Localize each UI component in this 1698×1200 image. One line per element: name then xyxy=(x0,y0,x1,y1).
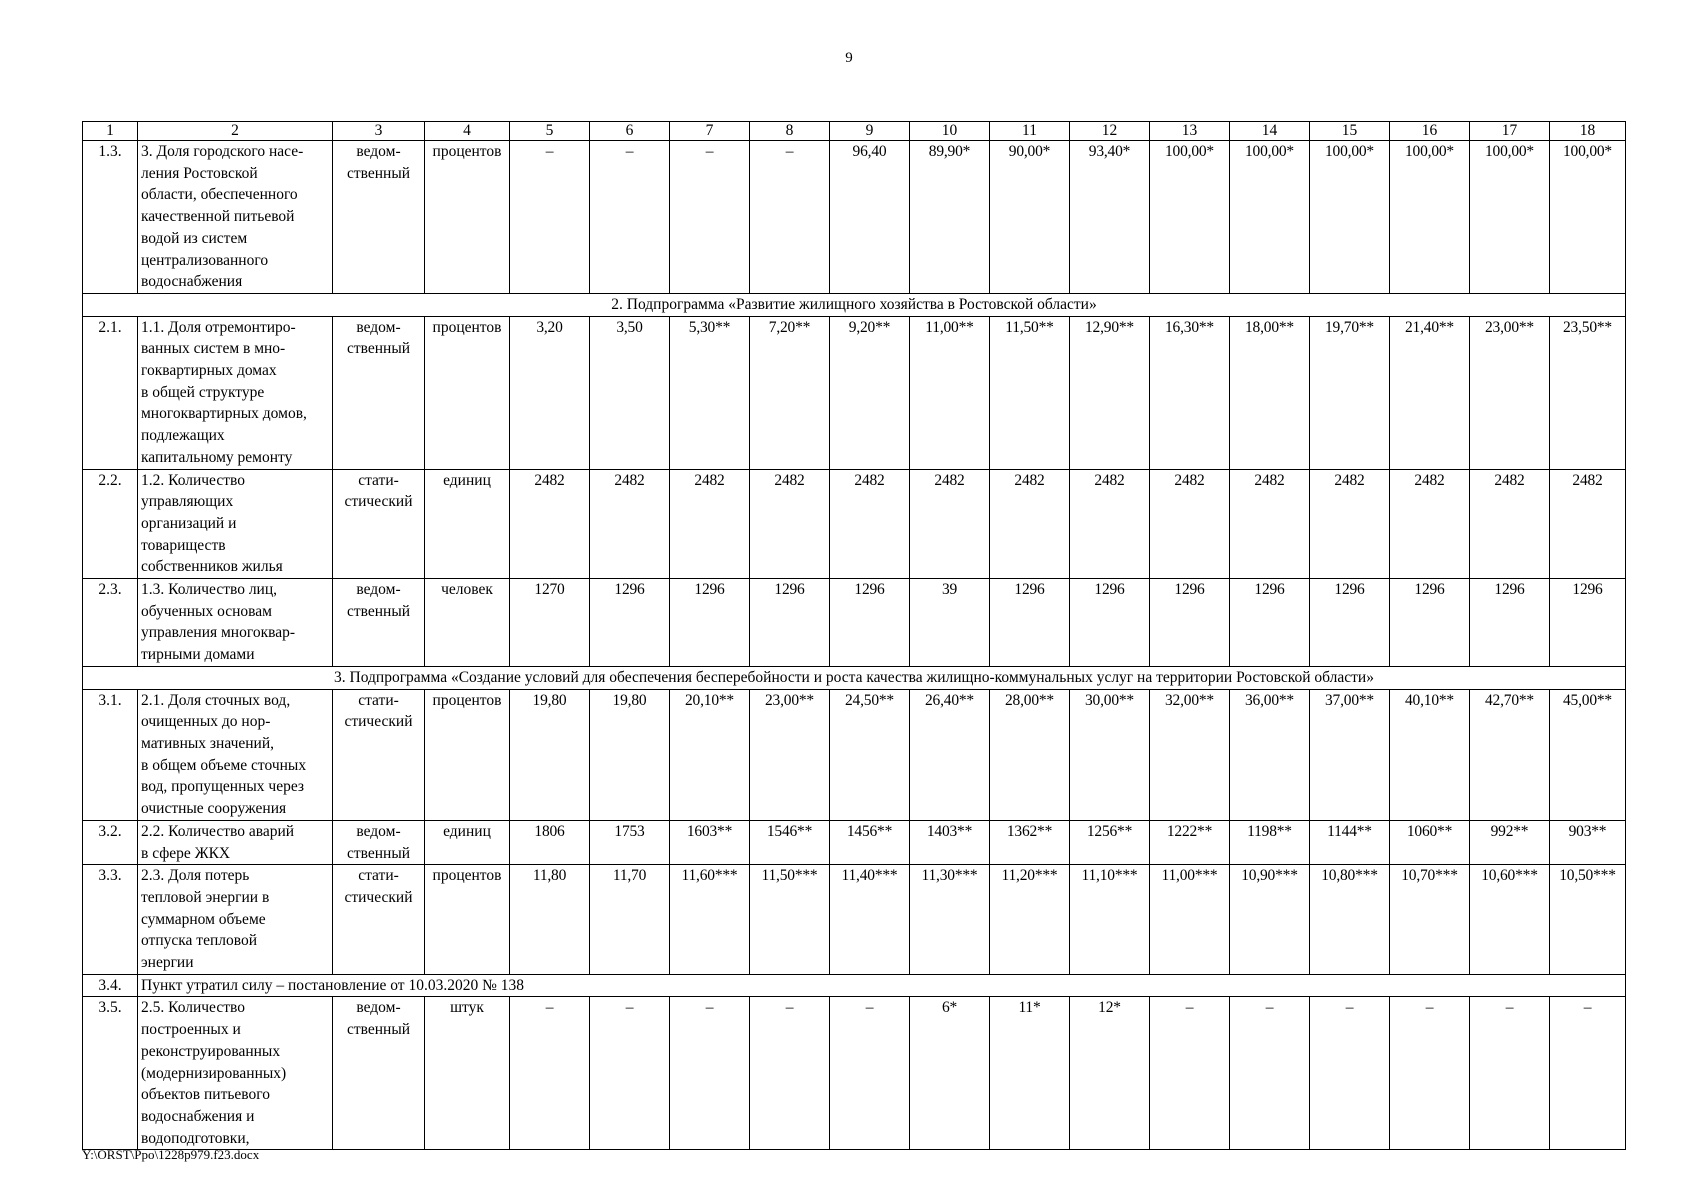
indicator-value: 992** xyxy=(1470,820,1550,864)
unit: человек xyxy=(425,579,510,667)
indicator-value: – xyxy=(1390,997,1470,1150)
indicator-value: 903** xyxy=(1550,820,1626,864)
data-source: стати- стический xyxy=(333,689,425,820)
indicator-value: 3,50 xyxy=(590,316,670,469)
indicator-value: 30,00** xyxy=(1070,689,1150,820)
indicator-value: 1296 xyxy=(1390,579,1470,667)
column-number: 9 xyxy=(830,122,910,141)
indicator-value: 10,50*** xyxy=(1550,865,1626,975)
column-number: 12 xyxy=(1070,122,1150,141)
indicator-value: 16,30** xyxy=(1150,316,1230,469)
indicator-value: 28,00** xyxy=(990,689,1070,820)
indicator-value: – xyxy=(750,141,830,294)
row-number: 2.3. xyxy=(83,579,138,667)
indicator-value: 11,40*** xyxy=(830,865,910,975)
lost-force-note: Пункт утратил силу – постановление от 10.03.2020 № 138 xyxy=(138,974,1626,997)
table-row xyxy=(83,579,1626,667)
indicator-value: – xyxy=(670,997,750,1150)
indicator-value: 1296 xyxy=(750,579,830,667)
indicator-value: 2482 xyxy=(1150,469,1230,579)
indicator-value: 1546** xyxy=(750,820,830,864)
column-number: 5 xyxy=(510,122,590,141)
indicator-value: 2482 xyxy=(1390,469,1470,579)
indicator-value: 1296 xyxy=(1230,579,1310,667)
indicator-name: 2.1. Доля сточных вод, очищенных до нор- мативных значений, в общем объеме сточных вод, пропущенных через очистные сооружения xyxy=(138,689,333,820)
column-number: 14 xyxy=(1230,122,1310,141)
indicator-value: 1270 xyxy=(510,579,590,667)
column-number: 16 xyxy=(1390,122,1470,141)
column-number: 3 xyxy=(333,122,425,141)
indicator-value: 19,80 xyxy=(590,689,670,820)
indicator-value: 6* xyxy=(910,997,990,1150)
indicator-value: 11* xyxy=(990,997,1070,1150)
table-row xyxy=(83,865,1626,975)
indicator-value: 12* xyxy=(1070,997,1150,1150)
indicator-value: 1296 xyxy=(1470,579,1550,667)
page-number: 9 xyxy=(845,50,853,66)
indicator-value: 1296 xyxy=(670,579,750,667)
indicator-value: 1753 xyxy=(590,820,670,864)
indicator-value: 100,00* xyxy=(1390,141,1470,294)
data-source: стати- стический xyxy=(333,469,425,579)
column-number: 7 xyxy=(670,122,750,141)
indicator-value: 24,50** xyxy=(830,689,910,820)
indicator-value: – xyxy=(1230,997,1310,1150)
unit: единиц xyxy=(425,820,510,864)
table-row xyxy=(83,820,1626,864)
unit: процентов xyxy=(425,141,510,294)
column-number: 10 xyxy=(910,122,990,141)
indicator-value: – xyxy=(510,997,590,1150)
indicator-value: 1198** xyxy=(1230,820,1310,864)
indicator-value: 11,80 xyxy=(510,865,590,975)
indicator-name: 3. Доля городского насе- ления Ростовской области, обеспеченного качественной питьевой водой из систем централизованного водоснабжения xyxy=(138,141,333,294)
indicators-table xyxy=(82,121,1626,1150)
indicator-value: 2482 xyxy=(830,469,910,579)
indicator-value: 1296 xyxy=(1150,579,1230,667)
indicator-value: 40,10** xyxy=(1390,689,1470,820)
indicator-value: 2482 xyxy=(1550,469,1626,579)
indicator-name: 2.3. Доля потерь тепловой энергии в суммарном объеме отпуска тепловой энергии xyxy=(138,865,333,975)
column-number: 15 xyxy=(1310,122,1390,141)
indicator-value: 11,00*** xyxy=(1150,865,1230,975)
indicator-value: 1256** xyxy=(1070,820,1150,864)
indicator-value: 89,90* xyxy=(910,141,990,294)
indicator-value: 1296 xyxy=(1310,579,1390,667)
indicator-name: 1.3. Количество лиц, обученных основам управления многоквар- тирными домами xyxy=(138,579,333,667)
indicator-value: 5,30** xyxy=(670,316,750,469)
table-row xyxy=(83,141,1626,294)
indicator-value: – xyxy=(1550,997,1626,1150)
indicator-value: 23,50** xyxy=(1550,316,1626,469)
section-header-row xyxy=(83,666,1626,689)
indicator-value: 10,80*** xyxy=(1310,865,1390,975)
data-source: ведом- ственный xyxy=(333,997,425,1150)
unit: единиц xyxy=(425,469,510,579)
indicator-value: 11,60*** xyxy=(670,865,750,975)
indicator-value: 10,60*** xyxy=(1470,865,1550,975)
column-number: 4 xyxy=(425,122,510,141)
column-number: 8 xyxy=(750,122,830,141)
indicator-value: – xyxy=(510,141,590,294)
indicator-value: 100,00* xyxy=(1550,141,1626,294)
unit: штук xyxy=(425,997,510,1150)
table-row xyxy=(83,316,1626,469)
column-number: 11 xyxy=(990,122,1070,141)
indicator-value: 11,10*** xyxy=(1070,865,1150,975)
indicator-value: 1296 xyxy=(590,579,670,667)
file-path-footer: Y:\ORST\Ppo\1228p979.f23.docx xyxy=(82,1147,260,1162)
data-source: ведом- ственный xyxy=(333,579,425,667)
indicator-value: 19,80 xyxy=(510,689,590,820)
indicator-value: 10,90*** xyxy=(1230,865,1310,975)
indicator-value: 2482 xyxy=(1070,469,1150,579)
indicator-value: 11,70 xyxy=(590,865,670,975)
row-number: 2.1. xyxy=(83,316,138,469)
table-row xyxy=(83,689,1626,820)
indicator-value: 1456** xyxy=(830,820,910,864)
indicator-value: 12,90** xyxy=(1070,316,1150,469)
row-number: 3.3. xyxy=(83,865,138,975)
indicator-value: 100,00* xyxy=(1310,141,1390,294)
column-number: 13 xyxy=(1150,122,1230,141)
table-row xyxy=(83,469,1626,579)
indicator-value: 100,00* xyxy=(1470,141,1550,294)
indicator-value: 26,40** xyxy=(910,689,990,820)
indicator-value: 1222** xyxy=(1150,820,1230,864)
indicator-value: 1603** xyxy=(670,820,750,864)
indicator-value: – xyxy=(1310,997,1390,1150)
data-source: ведом- ственный xyxy=(333,316,425,469)
indicator-value: 42,70** xyxy=(1470,689,1550,820)
indicator-value: 1806 xyxy=(510,820,590,864)
subprogram-title: 3. Подпрограмма «Создание условий для обеспечения бесперебойности и роста качества жилищно-коммунальных услуг на территории Ростовской области» xyxy=(83,666,1626,689)
indicator-value: 2482 xyxy=(910,469,990,579)
indicator-value: 2482 xyxy=(1470,469,1550,579)
indicator-value: 39 xyxy=(910,579,990,667)
indicator-value: 45,00** xyxy=(1550,689,1626,820)
indicator-value: 23,00** xyxy=(750,689,830,820)
indicator-value: 1144** xyxy=(1310,820,1390,864)
indicator-value: 32,00** xyxy=(1150,689,1230,820)
unit: процентов xyxy=(425,865,510,975)
indicator-value: – xyxy=(1150,997,1230,1150)
indicator-value: 11,50*** xyxy=(750,865,830,975)
table-row xyxy=(83,974,1626,997)
row-number: 3.5. xyxy=(83,997,138,1150)
indicator-value: 10,70*** xyxy=(1390,865,1470,975)
data-source: ведом- ственный xyxy=(333,820,425,864)
indicator-value: 2482 xyxy=(1310,469,1390,579)
indicator-value: 1296 xyxy=(1550,579,1626,667)
table-row xyxy=(83,997,1626,1150)
indicator-value: 36,00** xyxy=(1230,689,1310,820)
column-number: 6 xyxy=(590,122,670,141)
indicator-value: 9,20** xyxy=(830,316,910,469)
indicator-value: – xyxy=(1470,997,1550,1150)
indicator-value: 100,00* xyxy=(1230,141,1310,294)
indicator-value: 18,00** xyxy=(1230,316,1310,469)
header-row xyxy=(83,122,1626,141)
indicator-value: 1296 xyxy=(1070,579,1150,667)
indicator-value: 11,50** xyxy=(990,316,1070,469)
unit: процентов xyxy=(425,689,510,820)
indicator-value: – xyxy=(590,141,670,294)
indicator-value: 11,20*** xyxy=(990,865,1070,975)
indicator-value: 7,20** xyxy=(750,316,830,469)
indicator-value: 2482 xyxy=(670,469,750,579)
indicator-value: 1362** xyxy=(990,820,1070,864)
indicator-value: 93,40* xyxy=(1070,141,1150,294)
indicator-name: 2.2. Количество аварий в сфере ЖКХ xyxy=(138,820,333,864)
indicator-name: 2.5. Количество построенных и реконструированных (модернизированных) объектов питьевого водоснабжения и водоподготовки, xyxy=(138,997,333,1150)
indicator-value: 20,10** xyxy=(670,689,750,820)
indicator-value: 2482 xyxy=(750,469,830,579)
data-source: ведом- ственный xyxy=(333,141,425,294)
indicator-value: 23,00** xyxy=(1470,316,1550,469)
column-number: 2 xyxy=(138,122,333,141)
indicator-value: 1296 xyxy=(990,579,1070,667)
indicator-value: – xyxy=(670,141,750,294)
indicator-value: 90,00* xyxy=(990,141,1070,294)
indicator-value: 37,00** xyxy=(1310,689,1390,820)
subprogram-title: 2. Подпрограмма «Развитие жилищного хозяйства в Ростовской области» xyxy=(83,293,1626,316)
indicator-value: 11,30*** xyxy=(910,865,990,975)
indicator-value: 21,40** xyxy=(1390,316,1470,469)
indicator-value: 1060** xyxy=(1390,820,1470,864)
indicator-value: – xyxy=(830,997,910,1150)
section-header-row xyxy=(83,293,1626,316)
indicator-value: – xyxy=(750,997,830,1150)
indicator-value: 1403** xyxy=(910,820,990,864)
row-number: 3.1. xyxy=(83,689,138,820)
column-number: 17 xyxy=(1470,122,1550,141)
row-number: 3.2. xyxy=(83,820,138,864)
indicator-value: – xyxy=(590,997,670,1150)
column-number: 1 xyxy=(83,122,138,141)
indicator-name: 1.2. Количество управляющих организаций и товариществ собственников жилья xyxy=(138,469,333,579)
row-number: 1.3. xyxy=(83,141,138,294)
indicator-value: 96,40 xyxy=(830,141,910,294)
indicator-value: 3,20 xyxy=(510,316,590,469)
indicator-value: 2482 xyxy=(510,469,590,579)
column-number: 18 xyxy=(1550,122,1626,141)
indicator-value: 1296 xyxy=(830,579,910,667)
indicator-value: 100,00* xyxy=(1150,141,1230,294)
indicator-name: 1.1. Доля отремонтиро- ванных систем в мно- гоквартирных домах в общей структуре многоквартирных домов, подлежащих капитальному ремонту xyxy=(138,316,333,469)
indicator-value: 2482 xyxy=(590,469,670,579)
indicator-value: 11,00** xyxy=(910,316,990,469)
unit: процентов xyxy=(425,316,510,469)
indicator-value: 2482 xyxy=(990,469,1070,579)
indicator-value: 19,70** xyxy=(1310,316,1390,469)
row-number: 3.4. xyxy=(83,974,138,997)
data-source: стати- стический xyxy=(333,865,425,975)
row-number: 2.2. xyxy=(83,469,138,579)
indicator-value: 2482 xyxy=(1230,469,1310,579)
